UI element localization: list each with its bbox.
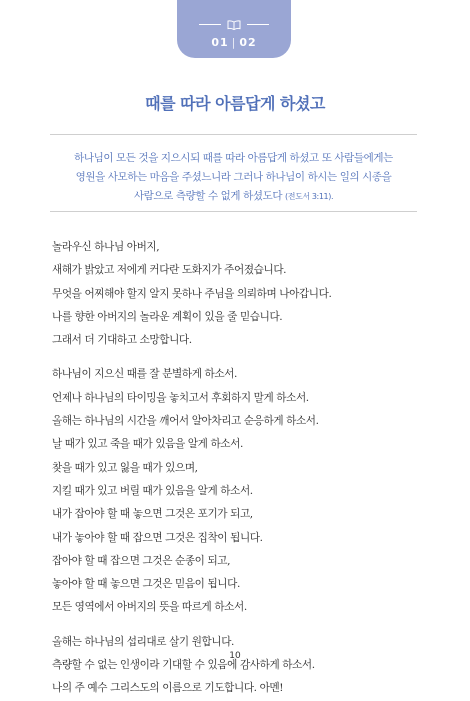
verse-top-divider xyxy=(50,134,417,135)
page-number: 10 xyxy=(229,651,241,661)
verse-line: 영원을 사모하는 마음을 주셨느니라 그러나 하나님이 하시는 일의 시종을 xyxy=(75,171,392,183)
prayer-line: 새해가 밝았고 저에게 커다란 도화지가 주어졌습니다. xyxy=(52,264,287,277)
prayer-line: 날 때가 있고 죽을 때가 있음을 알게 하소서. xyxy=(52,438,243,451)
tab-decoration xyxy=(177,15,291,34)
prayer-paragraph xyxy=(52,631,432,701)
tab-line-right xyxy=(247,24,269,25)
prayer-line: 지킬 때가 있고 버릴 때가 있음을 알게 하소서. xyxy=(52,484,253,497)
scripture-verse xyxy=(50,149,417,206)
tab-line-left xyxy=(199,24,221,25)
verse-bottom-divider xyxy=(50,211,417,212)
prayer-line: 올해는 하나님의 섭리대로 살기 원합니다. xyxy=(52,635,235,648)
prayer-paragraph xyxy=(52,236,432,352)
prayer-line: 내가 잡아야 할 때 놓으면 그것은 포기가 되고, xyxy=(52,508,253,521)
section-number: 01 xyxy=(211,36,229,49)
prayer-line: 놀라우신 하나님 아버지, xyxy=(52,241,160,253)
chapter-number xyxy=(177,36,291,49)
prayer-line: 나의 주 예수 그리스도의 이름으로 기도합니다. 아멘! xyxy=(52,682,284,695)
prayer-line: 언제나 하나님의 타이밍을 놓치고서 후회하지 말게 하소서. xyxy=(52,391,309,404)
page-title: 때를 따라 아름답게 하셨고 xyxy=(145,94,325,113)
chapter-index: 02 xyxy=(239,36,257,49)
prayer-line: 무엇을 어찌해야 할지 알지 못하나 주님을 의뢰하며 나아갑니다. xyxy=(52,287,332,300)
prayer-line: 측량할 수 없는 인생이라 기대할 수 있음에 감사하게 하소서. xyxy=(52,659,315,672)
verse-line xyxy=(50,187,417,206)
prayer-line: 하나님이 지으신 때를 잘 분별하게 하소서. xyxy=(52,368,237,381)
prayer-paragraph xyxy=(52,363,432,619)
chapter-tab xyxy=(177,0,291,58)
verse-line: 하나님이 모든 것을 지으시되 때를 따라 아름답게 하셨고 또 사람들에게는 xyxy=(74,152,393,164)
prayer-line: 모든 영역에서 아버지의 뜻을 따르게 하소서. xyxy=(52,601,247,614)
prayer-line: 잡아야 할 때 잡으면 그것은 순종이 되고, xyxy=(52,554,231,567)
prayer-line: 그래서 더 기대하고 소망합니다. xyxy=(52,334,192,347)
verse-reference: (전도서 3:11). xyxy=(285,192,334,201)
prayer-line: 올해는 하나님의 시간을 깨어서 알아차리고 순응하게 하소서. xyxy=(52,415,319,428)
prayer-body xyxy=(52,236,432,701)
prayer-line: 찾을 때가 있고 잃을 때가 있으며, xyxy=(52,461,198,474)
verse-line-text: 사람으로 측량할 수 없게 하셨도다 xyxy=(133,190,283,202)
number-separator: | xyxy=(231,36,237,49)
prayer-line: 내가 놓아야 할 때 잡으면 그것은 집착이 됩니다. xyxy=(52,531,263,544)
prayer-line: 놓아야 할 때 놓으면 그것은 믿음이 됩니다. xyxy=(52,578,240,591)
prayer-line: 나를 향한 아버지의 놀라운 계획이 있을 줄 믿습니다. xyxy=(52,310,283,323)
open-book-icon xyxy=(227,15,241,34)
